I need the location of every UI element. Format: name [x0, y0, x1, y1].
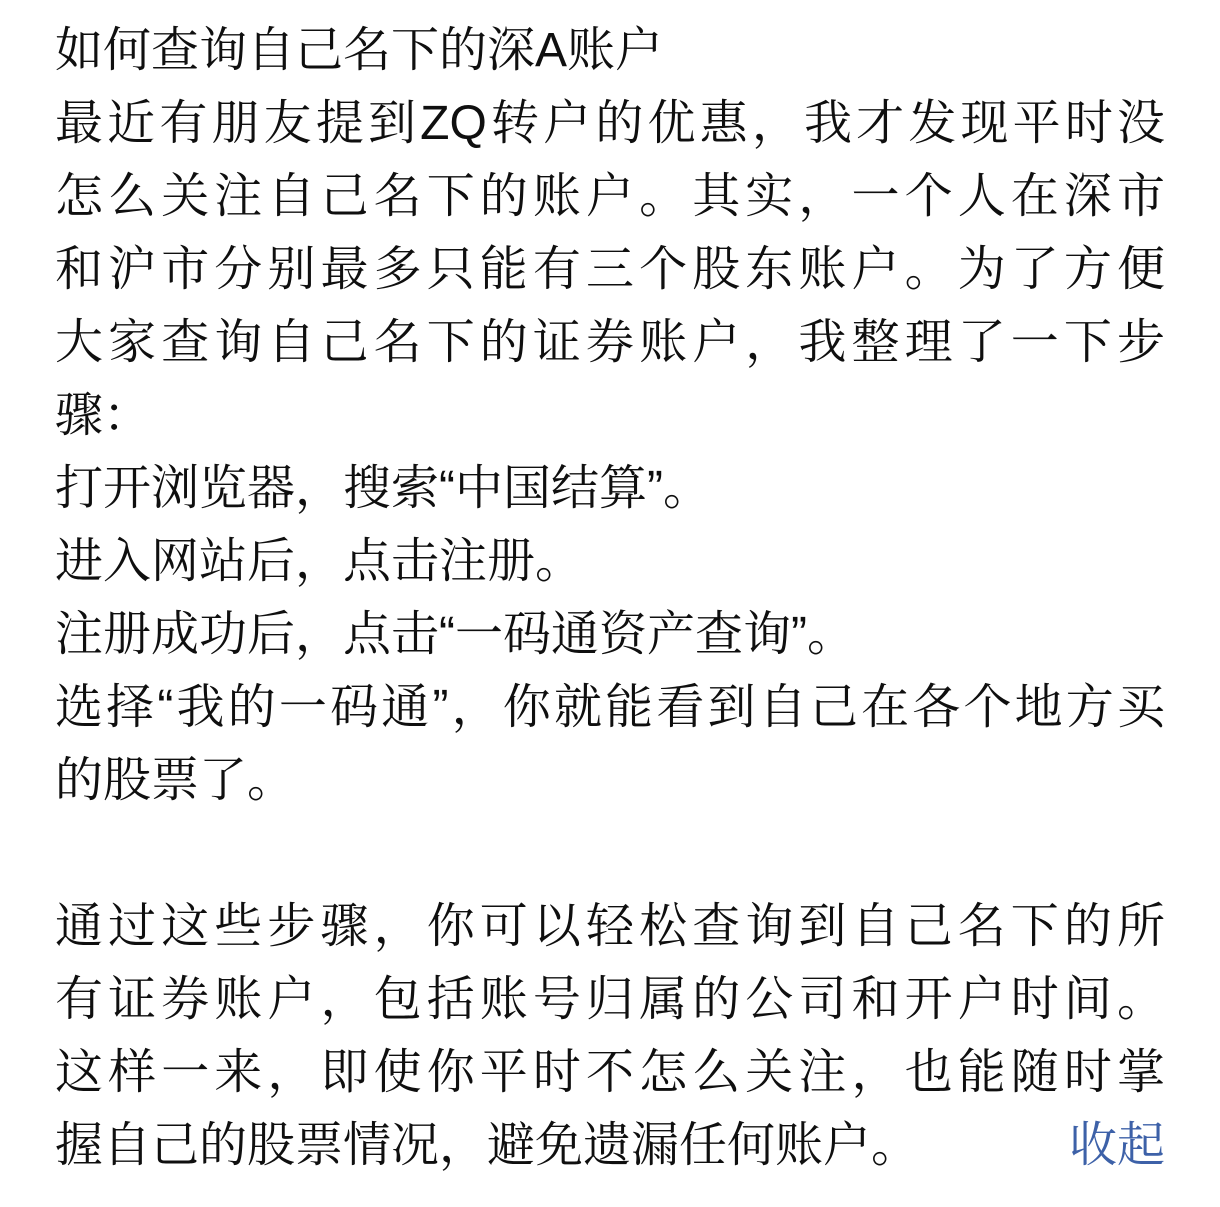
text-line: 骤： [55, 389, 152, 442]
text-line: 注册成功后，点击“一码通资产查询”。 [55, 608, 855, 661]
text-line: 怎么关注自己名下的账户。其实，一个人在深市 [55, 170, 1165, 223]
text-line: 进入网站后，点击注册。 [55, 535, 584, 588]
text-line: 握自己的股票情况，避免遗漏任何账户。 [55, 1119, 920, 1172]
text-line: 最近有朋友提到ZQ转户的优惠，我才发现平时没 [55, 97, 1165, 150]
text-line: 的股票了。 [55, 754, 296, 807]
text-line: 大家查询自己名下的证券账户，我整理了一下步 [55, 316, 1165, 369]
text-line: 和沪市分别最多只能有三个股东账户。为了方便 [55, 243, 1165, 296]
post-title: 如何查询自己名下的深A账户 [55, 24, 664, 77]
text-line: 这样一来，即使你平时不怎么关注，也能随时掌 [55, 1046, 1165, 1099]
post-text [55, 14, 1165, 1182]
text-line: 通过这些步骤，你可以轻松查询到自己名下的所 [55, 900, 1165, 953]
text-line: 有证券账户，包括账号归属的公司和开户时间。 [55, 973, 1165, 1026]
collapse-link[interactable]: 收起 [1068, 1119, 1165, 1172]
blank-line [55, 817, 1165, 890]
text-line: 打开浏览器，搜索“中国结算”。 [55, 462, 711, 515]
text-line: 选择“我的一码通”，你就能看到自己在各个地方买 [55, 681, 1165, 734]
